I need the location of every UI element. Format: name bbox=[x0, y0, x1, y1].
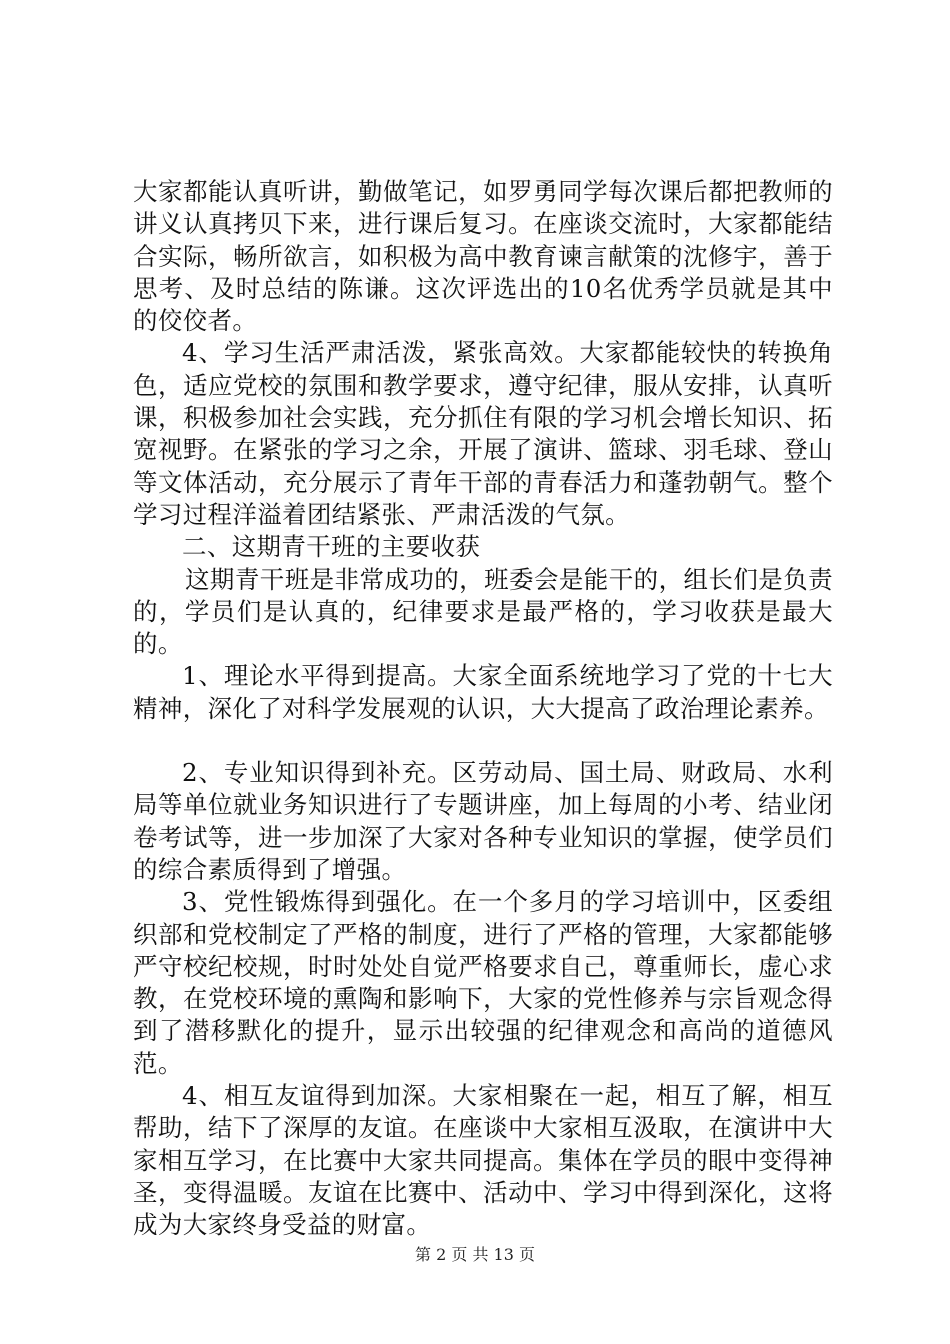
paragraph-study-life: 4、学习生活严肃活泼，紧张高效。大家都能较快的转换角色，适应党校的氛围和教学要求，遵守纪律，服从安排，认真听课，积极参加社会实践，充分抓住有限的学习机会增长知识、拓宽视野。在紧张的学习之余，开展了演讲、篮球、羽毛球、登山等文体活动，充分展示了青年干部的青春活力和蓬勃朝气。整个学习过程洋溢着团结紧张、严肃活泼的气氛。 bbox=[133, 338, 833, 529]
paragraph-party-spirit: 3、党性锻炼得到强化。在一个多月的学习培训中，区委组织部和党校制定了严格的制度，进行了严格的管理，大家都能够严守校纪校规，时时处处自觉严格要求自己，尊重师长，虚心求教，在党校环境的熏陶和影响下，大家的党性修养与宗旨观念得到了潜移默化的提升，显示出较强的纪律观念和高尚的道德风范。 bbox=[133, 887, 833, 1078]
paragraph-continuation: 大家都能认真听讲，勤做笔记，如罗勇同学每次课后都把教师的讲义认真拷贝下来，进行课后复习。在座谈交流时，大家都能结合实际，畅所欲言，如积极为高中教育谏言献策的沈修宇，善于思考、及时总结的陈谦。这次评选出的10名优秀学员就是其中的佼佼者。 bbox=[133, 177, 833, 336]
paragraph-friendship: 4、相互友谊得到加深。大家相聚在一起，相互了解，相互帮助，结下了深厚的友谊。在座谈中大家相互汲取，在演讲中大家相互学习，在比赛中大家共同提高。集体在学员的眼中变得神圣，变得温暖。友谊在比赛中、活动中、学习中得到深化，这将成为大家终身受益的财富。 bbox=[133, 1081, 833, 1240]
paragraph-professional-knowledge: 2、专业知识得到补充。区劳动局、国土局、财政局、水利局等单位就业务知识进行了专题讲座，加上每周的小考、结业闭卷考试等，进一步加深了大家对各种专业知识的掌握，使学员们的综合素质得到了增强。 bbox=[133, 758, 833, 884]
paragraph-gains-summary: 这期青干班是非常成功的，班委会是能干的，组长们是负责的，学员们是认真的，纪律要求是最严格的，学习收获是最大的。 bbox=[133, 564, 833, 659]
document-body bbox=[133, 176, 833, 1242]
page-number-footer: 第 2 页 共 13 页 bbox=[415, 1245, 535, 1264]
paragraph-theory-level: 1、理论水平得到提高。大家全面系统地学习了党的十七大精神，深化了对科学发展观的认识，大大提高了政治理论素养。 bbox=[133, 661, 833, 723]
section-heading-main-gains: 二、这期青干班的主要收获 bbox=[182, 532, 481, 562]
